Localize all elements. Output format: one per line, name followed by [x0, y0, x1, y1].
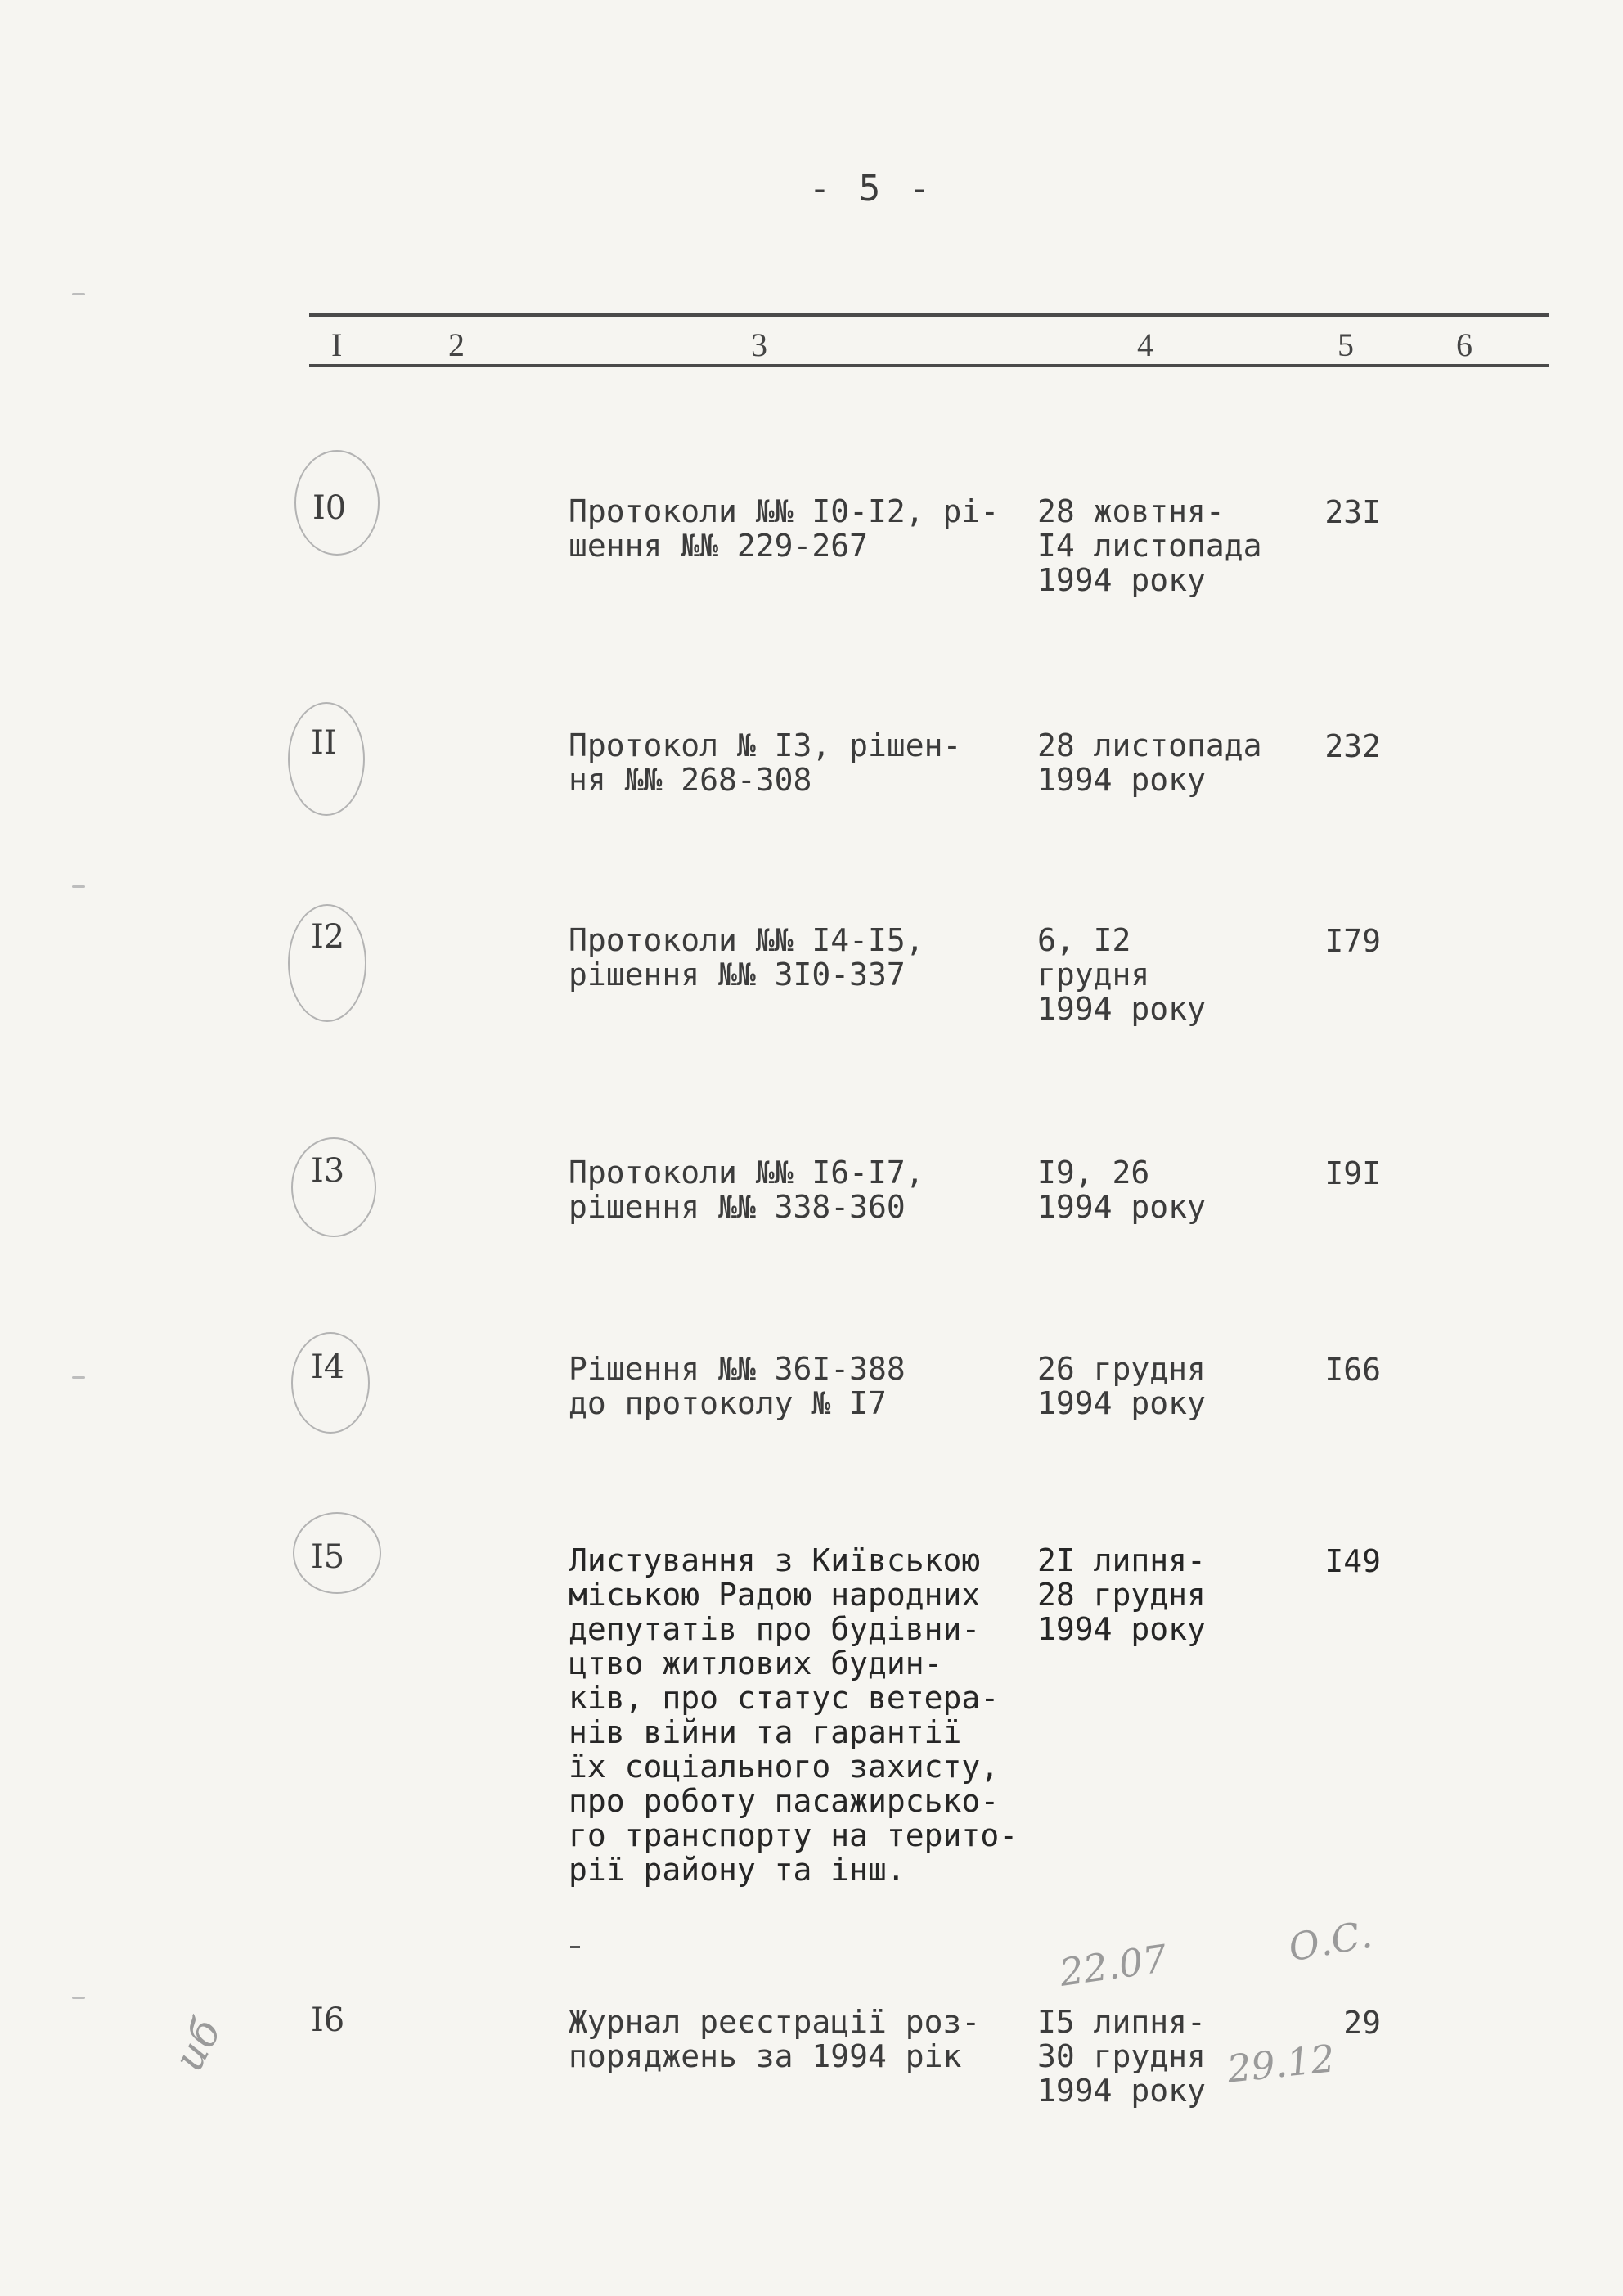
entry-dates: 28 жовтня- I4 листопада 1994 року — [1037, 493, 1262, 598]
entry-number: I0 — [312, 489, 347, 527]
entry-number: I2 — [311, 918, 345, 956]
entry-dates: 2I липня- 28 грудня 1994 року — [1037, 1542, 1206, 1647]
entry-number: I5 — [311, 1538, 345, 1576]
entry-title: Протокол № I3, рішен- ня №№ 268-308 — [569, 727, 962, 798]
separator-dash — [570, 1946, 580, 1948]
entry-sheet-count: I9I — [1324, 1155, 1381, 1191]
binding-mark — [72, 293, 85, 295]
entry-title: Листування з Київською міською Радою народних депутатів про будівни- цтво житлових будин- ків, про статус ветера- нів війни та гарантії їх соціального захисту, про роботу пасажирсько- го транспорту на терито- рії району та інш. — [569, 1542, 1018, 1888]
entry-title: Протоколи №№ I4-I5, рішення №№ 3I0-337 — [569, 922, 924, 993]
entry-number: I3 — [311, 1152, 345, 1190]
handwritten-margin-note: иб — [164, 2010, 231, 2079]
entry-dates: 28 листопада 1994 року — [1037, 727, 1262, 798]
entry-sheet-count: 232 — [1324, 728, 1381, 764]
table-header-rule — [309, 364, 1549, 367]
column-header-1: I — [331, 326, 343, 363]
entry-title: Журнал реєстрації роз- поряджень за 1994 рік — [569, 2004, 981, 2074]
entry-number: I6 — [311, 2001, 345, 2039]
column-header-4: 4 — [1137, 326, 1153, 363]
entry-number: II — [311, 724, 337, 762]
handwritten-date-end: 29.12 — [1225, 2036, 1338, 2091]
handwritten-initials: О.С. — [1285, 1911, 1376, 1970]
entry-number: I4 — [311, 1348, 345, 1386]
entry-dates: I9, 26 1994 року — [1037, 1155, 1206, 1225]
column-header-2: 2 — [448, 326, 465, 363]
entry-sheet-count: I49 — [1324, 1543, 1381, 1579]
column-header-5: 5 — [1338, 326, 1354, 363]
entry-dates: 26 грудня 1994 року — [1037, 1351, 1206, 1421]
entry-title: Протоколи №№ I0-I2, рі- шення №№ 229-267 — [569, 493, 1000, 564]
entry-sheet-count: I79 — [1324, 923, 1381, 959]
entry-dates: I5 липня- 30 грудня 1994 року — [1037, 2004, 1206, 2109]
table-top-rule — [309, 313, 1549, 317]
entry-title: Протоколи №№ I6-I7, рішення №№ 338-360 — [569, 1155, 924, 1225]
entry-title: Рішення №№ 36I-388 до протоколу № I7 — [569, 1351, 906, 1421]
binding-mark — [72, 1376, 85, 1379]
entry-sheet-count: I66 — [1324, 1352, 1381, 1388]
page-number: - 5 - — [808, 168, 934, 209]
entry-sheet-count: 23I — [1324, 494, 1381, 530]
binding-mark — [72, 885, 85, 888]
column-header-3: 3 — [751, 326, 767, 363]
binding-mark — [72, 1997, 85, 1999]
column-header-6: 6 — [1456, 326, 1472, 363]
entry-sheet-count: 29 — [1343, 2005, 1381, 2041]
handwritten-date-start: 22.07 — [1056, 1936, 1170, 1995]
entry-dates: 6, I2 грудня 1994 року — [1037, 922, 1206, 1027]
